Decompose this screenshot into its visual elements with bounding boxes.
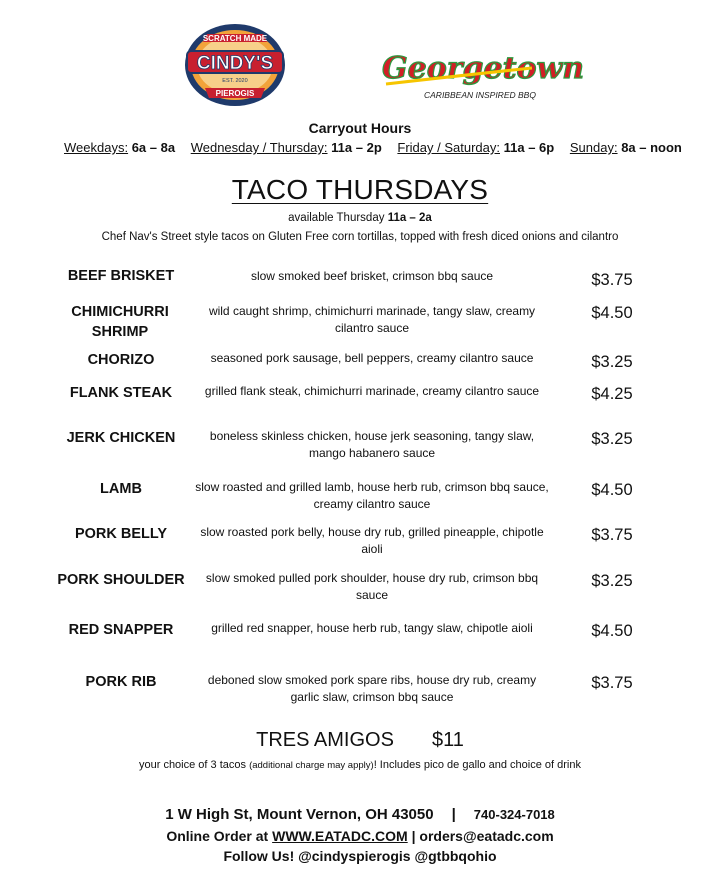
georgetown-name: Georgetown: [382, 51, 585, 86]
hours-day: Wednesday / Thursday:: [190, 140, 328, 155]
separator: |: [451, 806, 456, 823]
social-line: Follow Us! @cindyspierogis @gtbbqohio: [223, 848, 497, 864]
hours-time: 11a – 6p: [503, 140, 555, 155]
availability-line: [0, 212, 720, 224]
footer-contact: [0, 804, 720, 866]
tres-desc-suffix: ! Includes pico de gallo and choice of drink: [373, 759, 581, 771]
taco-thursdays-title: TACO THURSDAYS: [231, 174, 489, 205]
item-name: RED SNAPPER: [68, 622, 174, 638]
item-description: slow roasted and grilled lamb, house herb rub, crimson bbq sauce, creamy cilantro sauce: [195, 480, 549, 511]
carryout-hours-title: Carryout Hours: [308, 120, 412, 136]
cindys-est: EST. 2020: [222, 78, 248, 84]
item-name: BEEF BRISKET: [67, 268, 175, 284]
logos-header: [0, 22, 720, 112]
item-description: wild caught shrimp, chimichurri marinade, tangy slaw, creamy cilantro sauce: [208, 304, 536, 335]
item-description: grilled flank steak, chimichurri marinade, creamy cilantro sauce: [204, 384, 540, 398]
tres-amigos-price: $11: [431, 729, 464, 751]
item-name: CHORIZO: [87, 352, 155, 368]
cindys-bottom-text: PIEROGIS: [215, 89, 255, 98]
item-description: boneless skinless chicken, house jerk seasoning, tangy slaw, mango habanero sauce: [209, 429, 535, 460]
item-description: slow roasted pork belly, house dry rub, grilled pineapple, chipotle aioli: [200, 525, 544, 556]
cindys-pierogis-logo: [183, 22, 288, 108]
availability-prefix: available Thursday: [288, 212, 385, 224]
hours-day: Friday / Saturday:: [397, 140, 500, 155]
item-price: $3.25: [591, 572, 633, 590]
taco-description: Chef Nav's Street style tacos on Gluten Free corn tortillas, topped with fresh diced onions and cilantro: [101, 231, 619, 243]
item-description: slow smoked pulled pork shoulder, house dry rub, crimson bbq sauce: [205, 571, 539, 602]
item-price: $4.50: [591, 481, 633, 499]
item-price: $4.50: [591, 304, 633, 322]
item-price: $4.50: [591, 622, 633, 640]
order-line: [0, 826, 720, 846]
item-name: PORK RIB: [85, 674, 157, 690]
item-price: $3.75: [591, 271, 633, 289]
tres-amigos-description: [0, 759, 720, 771]
item-description: slow smoked beef brisket, crimson bbq sauce: [250, 269, 494, 283]
address-line: [0, 804, 720, 826]
cindys-top-text: SCRATCH MADE: [202, 34, 268, 43]
phone-number[interactable]: 740-324-7018: [473, 807, 555, 822]
email-link[interactable]: | orders@eatadc.com: [411, 828, 554, 844]
carryout-hours-row: [64, 140, 684, 155]
cindys-name: CINDY'S: [196, 53, 274, 74]
hours-sunday: [570, 140, 682, 155]
tres-amigos-heading: [0, 729, 720, 752]
hours-fri-sat: [397, 140, 554, 155]
hours-wed-thu: [191, 140, 382, 155]
order-prefix: Online Order at: [166, 828, 269, 844]
hours-weekdays: [64, 140, 175, 155]
georgetown-bbq-logo: [376, 38, 585, 108]
hours-time: 6a – 8a: [131, 140, 176, 155]
georgetown-tagline: CARIBBEAN INSPIRED BBQ: [424, 90, 536, 100]
tres-desc-prefix: your choice of 3 tacos: [138, 759, 246, 771]
hours-day: Weekdays:: [64, 140, 129, 155]
item-price: $3.25: [591, 353, 633, 371]
item-description: deboned slow smoked pork spare ribs, house dry rub, creamy garlic slaw, crimson bbq sauce: [207, 673, 537, 704]
address: 1 W High St, Mount Vernon, OH 43050: [165, 806, 434, 823]
item-price: $3.75: [591, 526, 633, 544]
item-price: $4.25: [591, 385, 633, 403]
tres-amigos-title: TRES AMIGOS: [256, 729, 394, 751]
website-link[interactable]: WWW.EATADC.COM: [272, 828, 408, 844]
hours-time: 8a – noon: [621, 140, 682, 155]
hours-time: 11a – 2p: [331, 140, 382, 155]
tres-desc-note: (additional charge may apply): [249, 760, 374, 771]
taco-thursdays-heading: [0, 174, 720, 206]
item-description: seasoned pork sausage, bell peppers, creamy cilantro sauce: [210, 351, 534, 365]
item-description: grilled red snapper, house herb rub, tangy slaw, chipotle aioli: [211, 621, 533, 635]
availability-time: 11a – 2a: [387, 212, 432, 224]
item-name: PORK BELLY: [74, 526, 168, 542]
item-name: FLANK STEAK: [69, 385, 173, 401]
item-name: JERK CHICKEN: [66, 430, 176, 446]
item-name: CHIMICHURRI SHRIMP: [71, 304, 169, 340]
item-name: LAMB: [100, 481, 142, 497]
hours-day: Sunday:: [569, 140, 618, 155]
item-price: $3.75: [591, 674, 633, 692]
item-price: $3.25: [591, 430, 633, 448]
item-name: PORK SHOULDER: [57, 572, 185, 588]
